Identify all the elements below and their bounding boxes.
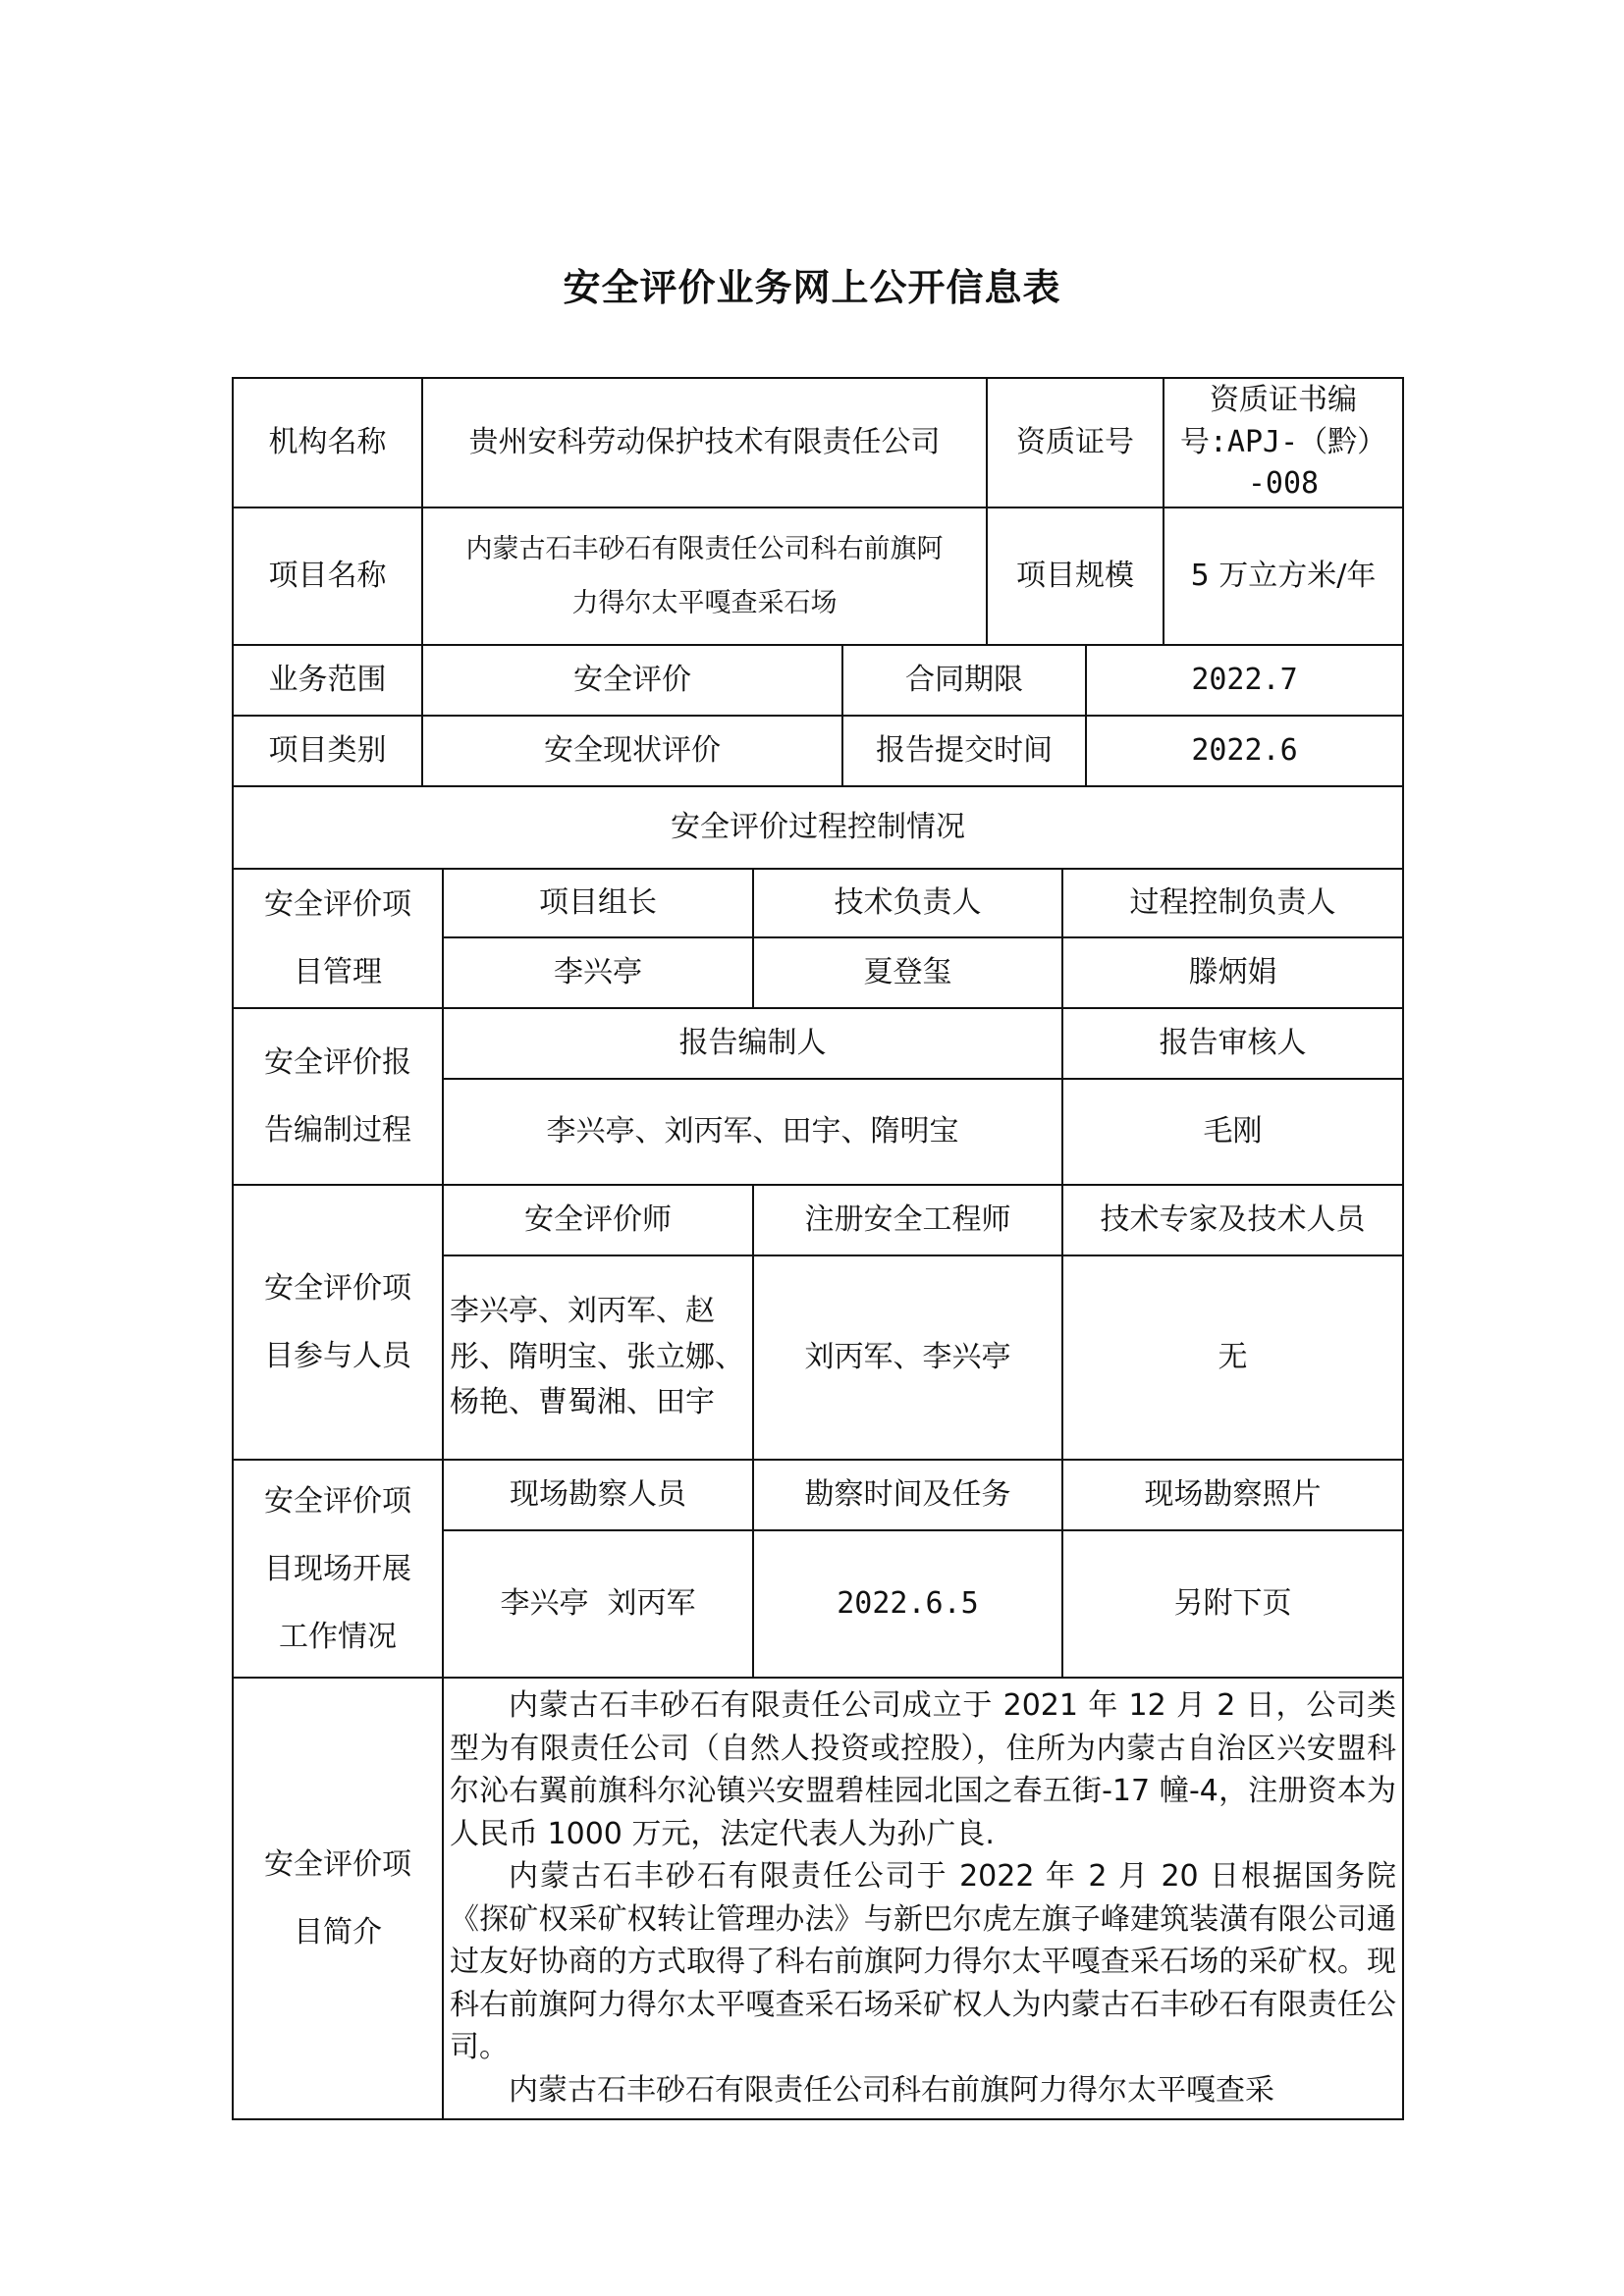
header-team-leader: 项目组长: [443, 869, 753, 937]
table-row: [233, 716, 1403, 786]
management-label-line: 目管理: [294, 955, 382, 989]
site-label-line: 安全评价项: [264, 1483, 411, 1519]
tech-lead-value: 夏登玺: [753, 937, 1062, 1008]
category-label: 项目类别: [233, 716, 422, 786]
participants-label: [233, 1185, 443, 1460]
scale-label: 项目规模: [987, 507, 1164, 645]
cert-value-line: -008: [1247, 466, 1320, 502]
intro-label: [233, 1678, 443, 2119]
table-row: [233, 378, 1403, 507]
table-row: [233, 645, 1403, 716]
table-row: [233, 1185, 1403, 1255]
evaluators-line: 杨艳、曹蜀湘、田宇: [450, 1385, 715, 1420]
project-value-line: 内蒙古石丰砂石有限责任公司科右前旗阿: [465, 533, 944, 564]
table-row: [233, 507, 1403, 645]
photos-value: 另附下页: [1062, 1530, 1403, 1678]
process-lead-value: 滕炳娟: [1062, 937, 1403, 1008]
header-surveyors: 现场勘察人员: [443, 1460, 753, 1530]
term-value: 2022.7: [1086, 645, 1403, 716]
site-label: [233, 1460, 443, 1678]
participants-label-line: 安全评价项: [264, 1271, 411, 1306]
submit-label: 报告提交时间: [842, 716, 1086, 786]
header-reviewer: 报告审核人: [1062, 1008, 1403, 1079]
compilation-label: [233, 1008, 443, 1185]
category-value: 安全现状评价: [422, 716, 842, 786]
table-row: [233, 869, 1403, 937]
header-photos: 现场勘察照片: [1062, 1460, 1403, 1530]
reviewer-value: 毛刚: [1062, 1079, 1403, 1185]
team-leader-value: 李兴亭: [443, 937, 753, 1008]
intro-text: [443, 1678, 1403, 2119]
scope-value: 安全评价: [422, 645, 842, 716]
cert-value-line: 号:APJ-（黔）: [1179, 424, 1387, 459]
compilation-label-line: 告编制过程: [264, 1113, 411, 1148]
info-table-lower: [232, 868, 1404, 2120]
intro-paragraph: 内蒙古石丰砂石有限责任公司于 2022 年 2 月 20 日根据国务院《探矿权采矿权转让管理办法》与新巴尔虎左旗子峰建筑装潢有限公司通过友好协商的方式取得了科右前旗阿力得尔太平嘎查采石场的采矿权。现科右前旗阿力得尔太平嘎查采石场采矿权人为内蒙古石丰砂石有限责任公司。: [450, 1859, 1396, 2064]
cert-value-line: 资质证书编: [1210, 383, 1357, 418]
table-row: [233, 786, 1403, 869]
page-title: 安全评价业务网上公开信息表: [563, 266, 1061, 309]
project-label: 项目名称: [233, 507, 422, 645]
table-row: [233, 1008, 1403, 1079]
header-tech-lead: 技术负责人: [753, 869, 1062, 937]
experts-value: 无: [1062, 1255, 1403, 1460]
intro-label-line: 目简介: [294, 1915, 382, 1949]
evaluators-line: 彤、隋明宝、张立娜、: [450, 1339, 744, 1374]
surveyors-value: 李兴亭 刘丙军: [443, 1530, 753, 1678]
site-label-line: 目现场开展: [264, 1551, 411, 1586]
header-process-lead: 过程控制负责人: [1062, 869, 1403, 937]
project-value-line: 力得尔太平嘎查采石场: [571, 588, 838, 618]
cert-label: 资质证号: [987, 378, 1164, 507]
engineers-value: 刘丙军、李兴亭: [753, 1255, 1062, 1460]
participants-label-line: 目参与人员: [264, 1339, 411, 1373]
cert-value: [1164, 378, 1403, 507]
table-row: [233, 1460, 1403, 1530]
header-compilers: 报告编制人: [443, 1008, 1062, 1079]
org-value: 贵州安科劳动保护技术有限责任公司: [422, 378, 987, 507]
scope-label: 业务范围: [233, 645, 422, 716]
process-header: 安全评价过程控制情况: [233, 786, 1403, 869]
table-row: [233, 1678, 1403, 2119]
intro-paragraph: 内蒙古石丰砂石有限责任公司科右前旗阿力得尔太平嘎查采: [509, 2072, 1274, 2108]
management-label: [233, 869, 443, 1008]
header-survey-time: 勘察时间及任务: [753, 1460, 1062, 1530]
intro-paragraph: 内蒙古石丰砂石有限责任公司成立于 2021 年 12 月 2 日，公司类型为有限责任公司（自然人投资或控股），住所为内蒙古自治区兴安盟科尔沁右翼前旗科尔沁镇兴安盟碧桂园北国之春五街-17 幢-4，注册资本为人民币 1000 万元，法定代表人为孙广良.: [450, 1688, 1396, 1851]
header-engineers: 注册安全工程师: [753, 1185, 1062, 1255]
evaluators-line: 李兴亭、刘丙军、赵: [450, 1294, 715, 1329]
header-experts: 技术专家及技术人员: [1062, 1185, 1403, 1255]
term-label: 合同期限: [842, 645, 1086, 716]
project-value: [422, 507, 987, 645]
info-table-top: [232, 377, 1404, 646]
site-label-line: 工作情况: [279, 1619, 397, 1654]
info-table-middle: [232, 644, 1404, 870]
survey-time-value: 2022.6.5: [753, 1530, 1062, 1678]
submit-value: 2022.6: [1086, 716, 1403, 786]
header-evaluators: 安全评价师: [443, 1185, 753, 1255]
intro-label-line: 安全评价项: [264, 1847, 411, 1882]
evaluators-value: [443, 1255, 753, 1460]
scale-value: 5 万立方米/年: [1164, 507, 1403, 645]
management-label-line: 安全评价项: [264, 887, 411, 922]
org-label: 机构名称: [233, 378, 422, 507]
compilers-value: 李兴亭、刘丙军、田宇、隋明宝: [443, 1079, 1062, 1185]
compilation-label-line: 安全评价报: [264, 1045, 411, 1080]
